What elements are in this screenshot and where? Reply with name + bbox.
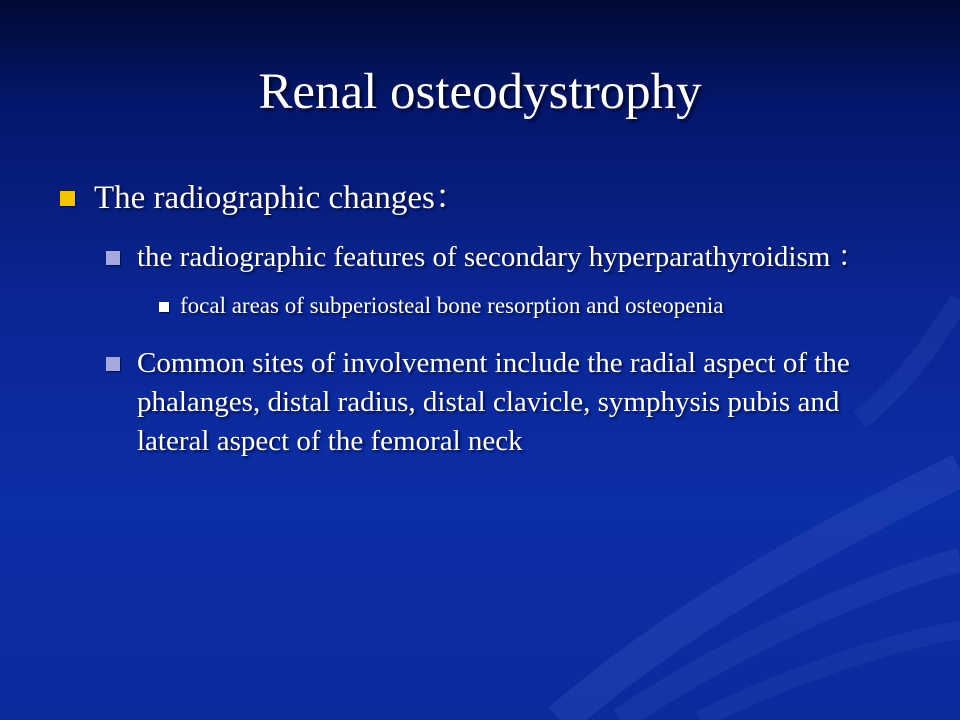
bullet-level2 (106, 238, 897, 277)
bullet-text: focal areas of subperiosteal bone resorption and osteopenia (180, 293, 724, 318)
bullet-text: The radiographic changes： (94, 180, 468, 216)
bullet-level1 (60, 176, 910, 220)
square-bullet-icon (106, 251, 120, 265)
square-bullet-icon (106, 357, 120, 371)
bullet-text: Common sites of involvement include the radial aspect of the phalanges, distal radius, distal clavicle, symphysis pubis and lateral aspect of the femoral neck (137, 347, 850, 457)
bullet-level3 (159, 291, 820, 320)
slide-title: Renal osteodystrophy (258, 64, 702, 120)
square-bullet-icon (60, 191, 75, 206)
bullet-text: the radiographic features of secondary hyperparathyroidism ： (137, 241, 867, 273)
bullet-list (60, 176, 910, 461)
square-bullet-icon (159, 302, 169, 312)
bullet-level2 (106, 344, 897, 461)
